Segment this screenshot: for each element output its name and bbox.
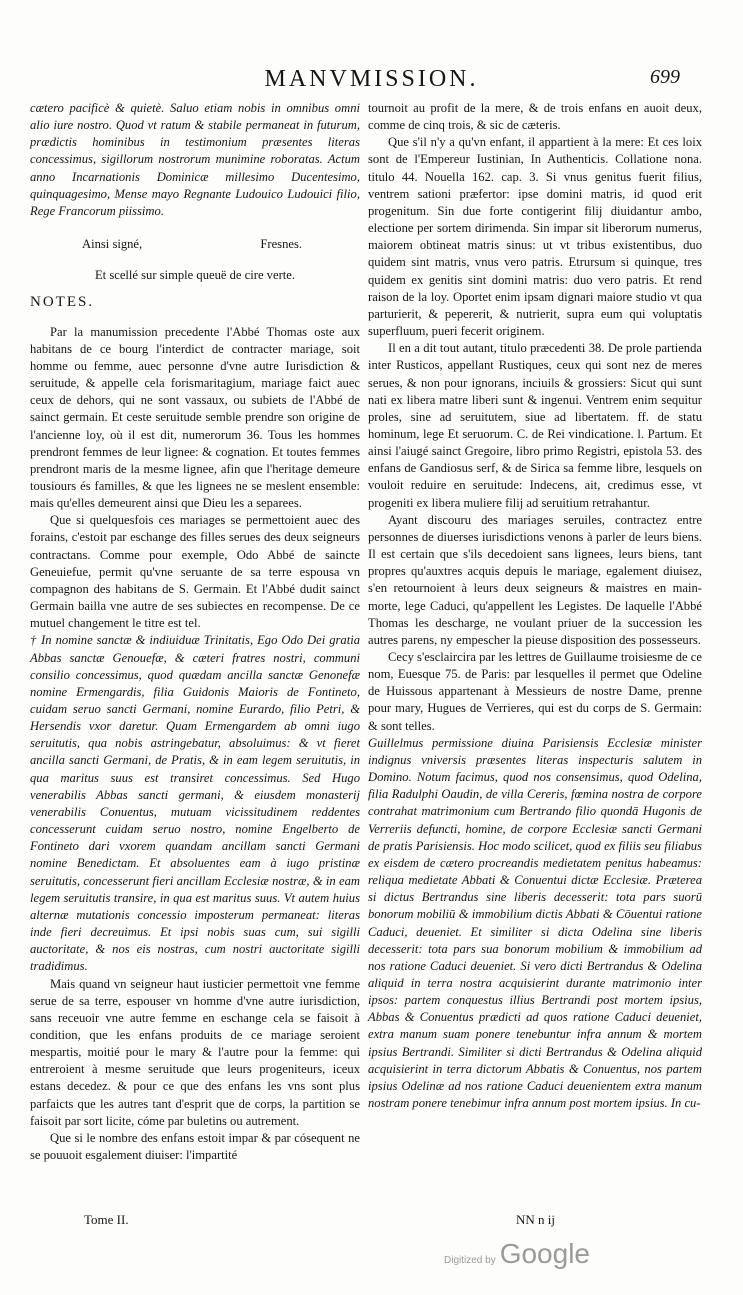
paragraph: Et scellé sur simple queuë de cire verte. [94,268,296,283]
volume-label: Tome II. [84,1212,129,1227]
paragraph: † In nomine sanctæ & indiuiduæ Trinitatis, Ego Odo Dei gratia Abbas sanctæ Genouefæ, & cæteri fratres nostri, communi consilio concessimus, quod quædam ancilla sanctæ Genonefæ nomine Ermengardis, filia Guidonis Maioris de Fontineto, cuidam seruo sancti Germani, nomine Eurardo, filio Petri, & Hersendis vxor daretur. Quam Ermengardem ab omni iugo seruitutis, qua nobis astringebatur, absoluimus: & vt fieret ancilla sancti Germani, de Pratis, & in eam legem seruitutis, in qua maritus suus est transiret concessimus. Sed Hugo venerabilis Abbas sancti germani, & eiusdem monasterij venerabilis Conuentus, mutuam vicissitudinem reddentes concesserunt cuidam seruo nostro, nomine Engelberto de Fontineto dari vxorem quandam ancillam sancti Germani nomine Benedictam. Et absoluentes eam à iugo pristinæ seruitutis, concesserunt fieri ancillam Ecclesiæ nostræ, & in eam legem seruitutis transire, in qua est maritus suus. Vt autem huius alternæ mutationis concessio imposterum permaneat: literas inde fieri decreuimus. Et ipsi nobis suas cum, sui sigilli auctoritate, & nos eis nostras, cum nostri auctoritate sigilli tradidimus. [30,633,360,974]
paragraph: Guillelmus permissione diuina Parisiensis Ecclesiæ minister indignus vniversis præsentes literas inspecturis salutem in Domino. Notum facimus, quod nos consensimus, quod Odelina, filia Radulphi Oaudin, de villa Cereris, fœmina nostra de corpore contrahat matrimonium cum Bertrando filio quondā Hugonis de Verreriis defuncti, homine, de corpore Ecclesiæ sancti Germani de pratis Parisiensis. Hoc modo scilicet, quod ex filiis seu filiabus ex eisdem de cætero procreandis medietatem penitus habeamus: reliqua medietate Abbati & Conuentui dictæ Ecclesiæ. Præterea si dictus Bertrandus sine liberis decesserit: tota pars suorū bonorum mobiliū & immobilium dictis Abbati & Cōuentui ratione Caduci, deueniet. Et similiter si dicta Odelina sine liberis decesserit: tota pars sua bonorum mobilium & immobilium ad nos ratione Caduci deueniet. Si vero dicti Bertrandus & Odelina aliquid in terra nostra acquisierint durante matrimonio inter ipsos: partem conquestus illius Bertrandi post mortem ipsius, Abbas & Conuentus prædicti ad quos ratione Caduci deueniet, extra manum suam ponere tenebuntur infra annum & mortem ipsius Bertrandi. Similiter si dicti Bertrandus & Odelina aliquid acquisierint in terra dictorum Abbatis & Conuentus, nos partem ipsius Odelinæ ad nos ratione Caduci deuenientem extra manum nostram ponere tenebimur infra annum post mortem ipsius. In cu- [368,735,702,1111]
watermark-logo: Google [499,1238,590,1269]
signature-mark: NN n ij [516,1212,555,1227]
signatory-name: Fresnes. [260,237,302,252]
paragraph: Par la manumission precedente l'Abbé Thomas oste aux habitans de ce bourg l'interdict de contracter mariage, soit homme ou femme, auec personne d'vne autre Iurisdiction & seruitude, & appelle cela forismaritagium, mariage faict auec ceux de dehors, qui ne sont vassaux, ou subiets de l'Abbé de sainct germain. Et ceste seruitude semble prendre son origine de l'ancienne loy, où il est dit, numerorum 36. Tous les hommes prendront femmes de leur lignee: & cognation. Et toutes femmes prendront maris de la mesme lignee, afin que l'heritage demeure tousiours és familles, & que les lignees ne se meslent ensemble: mais qu'elles demeurent ainsi que Dieu les a separees. [30,324,360,511]
paragraph: cætero pacificè & quietè. Saluo etiam nobis in omnibus omni alio iure nostro. Quod vt ratum & stabile permaneat in futurum, prædictis hominibus in testimonium præsentes literas concessimus, sigillorum nostrorum munimine roboratas. Actum anno Incarnationis Dominicæ millesimo Ducentesimo, quinquagesimo, Mense mayo Regnante Ludouico Ludouici filio, Rege Francorum piissimo. [30,101,360,218]
signature-line [30,236,360,253]
right-column [368,100,702,1112]
page-number: 699 [650,66,680,88]
paragraph: Ayant discouru des mariages seruiles, contractez entre personnes de diuerses iurisdictions venons à parler de leurs biens. Il est certain que s'ils decedoient sans lignees, leurs biens, tant propres qu'auxtres acquis depuis le mariage, egalement diuisez, s'en retournoient à leurs deux seigneurs & maistres en main-morte, lege Caduci, qu'appellent les Legistes. De laquelle l'Abbé Thomas les descharge, ne voulant priuer de la succession les autres parens, ny empescher la pieuse disposition des possesseurs. [368,512,702,647]
paragraph: Il en a dit tout autant, titulo præcedenti 38. De prole partienda inter Rusticos, appellant Rustiques, ceux qui sont nez de meres serues, & non pour ignorans, inciuils & grossiers: Sicut qui sunt nati ex libera matre liberi sunt & ingenui. Ventrem enim sequitur proles, sine ad seruitutem, siue ad libertatem. ff. de statu hominum, lege Et seruorum. C. de Rei vindicatione. l. Partum. Et ainsi l'aiugé sainct Gregoire, libro primo Registri, epistola 53. des enfans de Gandiosus serf, & de Sirica sa femme libre, lesquels on vouloit reduire en seruitude: Indecens, ait, credimus esse, vt progeniti ex libera muliere filij ad seruitium retrahantur. [368,341,702,510]
watermark-prefix: Digitized by [444,1255,496,1266]
running-title: MANVMISSION. [264,66,479,92]
signature-label: Ainsi signé, [82,237,143,252]
paragraph: Cecy s'esclaircira par les lettres de Guillaume troisiesme de ce nom, Euesque 75. de Paris: par lesquelles il permet que Odeline de Huissous appartenant à Messieurs de nostre Dame, prenne pour mary, Hugues de Verrieres, qui est du corps de S. Germain: & sont telles. [368,650,702,733]
paragraph: Que si le nombre des enfans estoit impar & par cósequent ne se pouuoit esgalement diuiser: l'impartité [30,1130,360,1163]
paragraph: Que s'il n'y a qu'vn enfant, il appartient à la mere: Et ces loix sont de l'Empereur Iustinian, In Authenticis. Collatione nona. titulo 44. Nouella 162. cap. 3. Si vnus genitus fuerit filius, ventrem sationi præfertor: ipse domini matris, id quod erit progenitum. Sin due forte contigerint filij diuidantur ambo, electione per sortem dirimenda. Sin impar sit liberorum numerus, maiorem obtineat matris sinus: ut vt tribus existentibus, duo quidem sint matris, vnus vero patris. Etrursum si quinque, tres quidem ex genitis sint domini matris: duo vero patris. Et rend raison de la loy. Oportet enim ipsam dignari maiore studio vt qua parturierit, & pepererit, & nutrierit, supra eum qui voluptatis superfluum, pueri fecerit originem. [368,135,702,339]
left-column [30,100,360,1164]
section-heading: NOTES. [30,294,95,311]
paragraph: Mais quand vn seigneur haut iusticier permettoit vne femme serue de sa terre, espouser vn homme d'vne autre iurisdiction, sans receuoir vne autre femme en eschange cela se faisoit à condition, que les enfans produits de ce mariage seroient mespartis, moitié pour le mary & l'autre pour la femme: qui entreroient à mesme seruitude que leurs progeniteurs, iceux estans decedez. & pour ce que des enfans les vns sont plus parfaicts que les autres tant d'esprit que de corps, la partition se faisoit par sort licite, cóme par buletins ou autrement. [30,976,360,1128]
paragraph: tournoit au profit de la mere, & de trois enfans en auoit deux, comme de cinq trois, & sic de cæteris. [368,101,702,133]
digitized-watermark [444,1238,590,1270]
paragraph: Que si quelquesfois ces mariages se permettoient auec des forains, c'estoit par eschange des filles serues des deux seigneurs contractans. Comme pour exemple, Odo Abbé de saincte Geneuiefue, permit qu'vne seruante de sa terre espousa vn compagnon des habitans de S. Germain. Et l'Abbé dudit sainct Germain bailla vne autre de ses subiectes en recompense. De ce mutuel changement le titre est tel. [30,513,360,631]
